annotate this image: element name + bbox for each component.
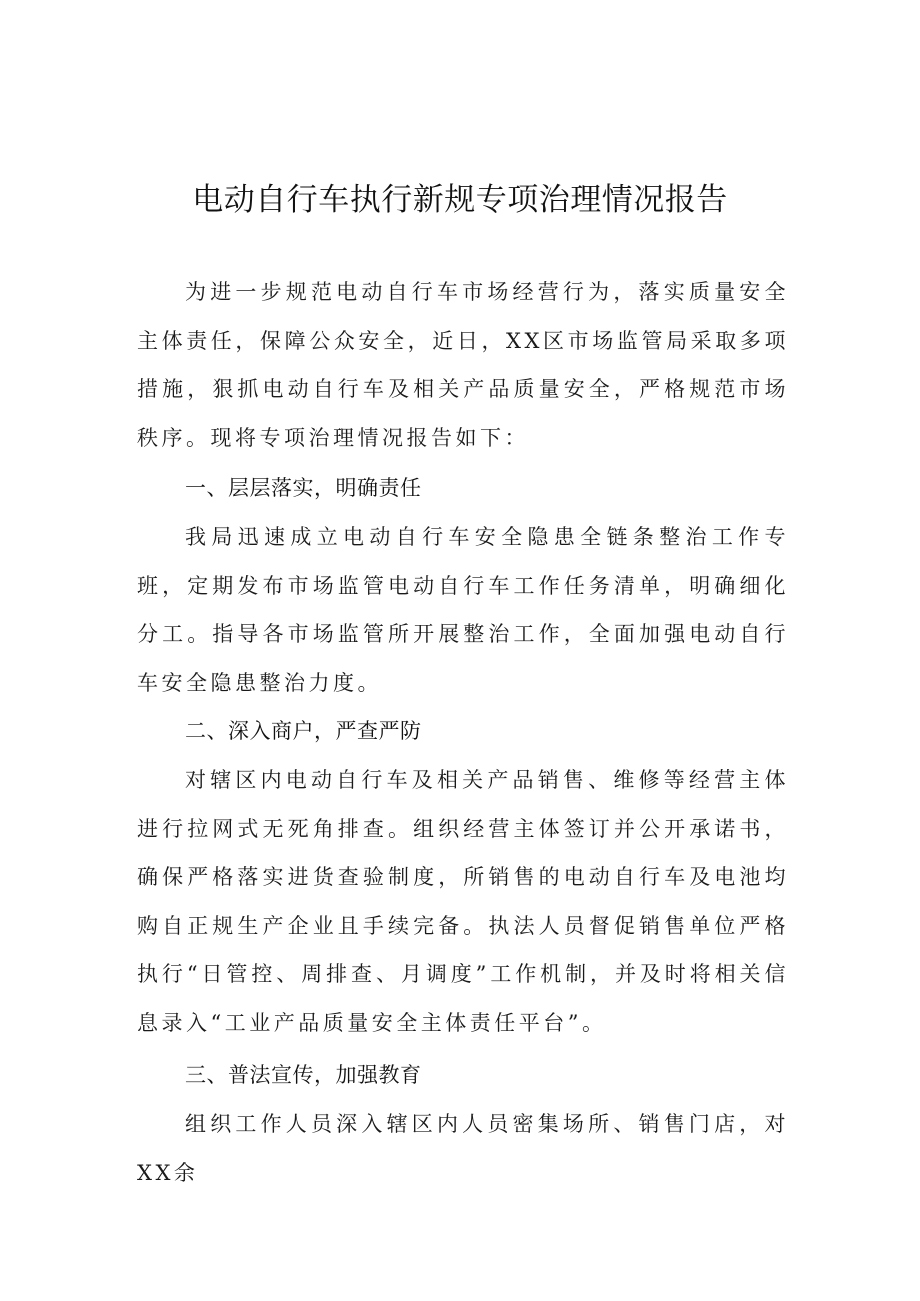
section-1-paragraph: 我局迅速成立电动自行车安全隐患全链条整治工作专班，定期发布市场监管电动自行车工作任务清单，明确细化分工。指导各市场监管所开展整治工作，全面加强电动自行车安全隐患整治力度。 [137, 525, 789, 695]
section-heading-3: 三、普法宣传，加强教育 [185, 1063, 422, 1087]
section-2-paragraph: 对辖区内电动自行车及相关产品销售、维修等经营主体进行拉网式无死角排查。组织经营主体签订并公开承诺书，确保严格落实进货查验制度，所销售的电动自行车及电池均购自正规生产企业且手续完备。执法人员督促销售单位严格执行“日管控、周排查、月调度”工作机制，并及时将相关信息录入“工业产品质量安全主体责任平台”。 [137, 768, 789, 1035]
document-title: 电动自行车执行新规专项治理情况报告 [192, 182, 728, 218]
intro-paragraph: 为进一步规范电动自行车市场经营行为，落实质量安全主体责任，保障公众安全，近日，XX区市场监管局采取多项措施，狠抓电动自行车及相关产品质量安全，严格规范市场秩序。现将专项治理情况报告如下： [137, 280, 789, 450]
section-heading-1: 一、层层落实，明确责任 [185, 476, 422, 500]
section-heading-2: 二、深入商户，严查严防 [185, 719, 422, 743]
section-3-paragraph: 组织工作人员深入辖区内人员密集场所、销售门店，对XX余 [137, 1112, 789, 1185]
